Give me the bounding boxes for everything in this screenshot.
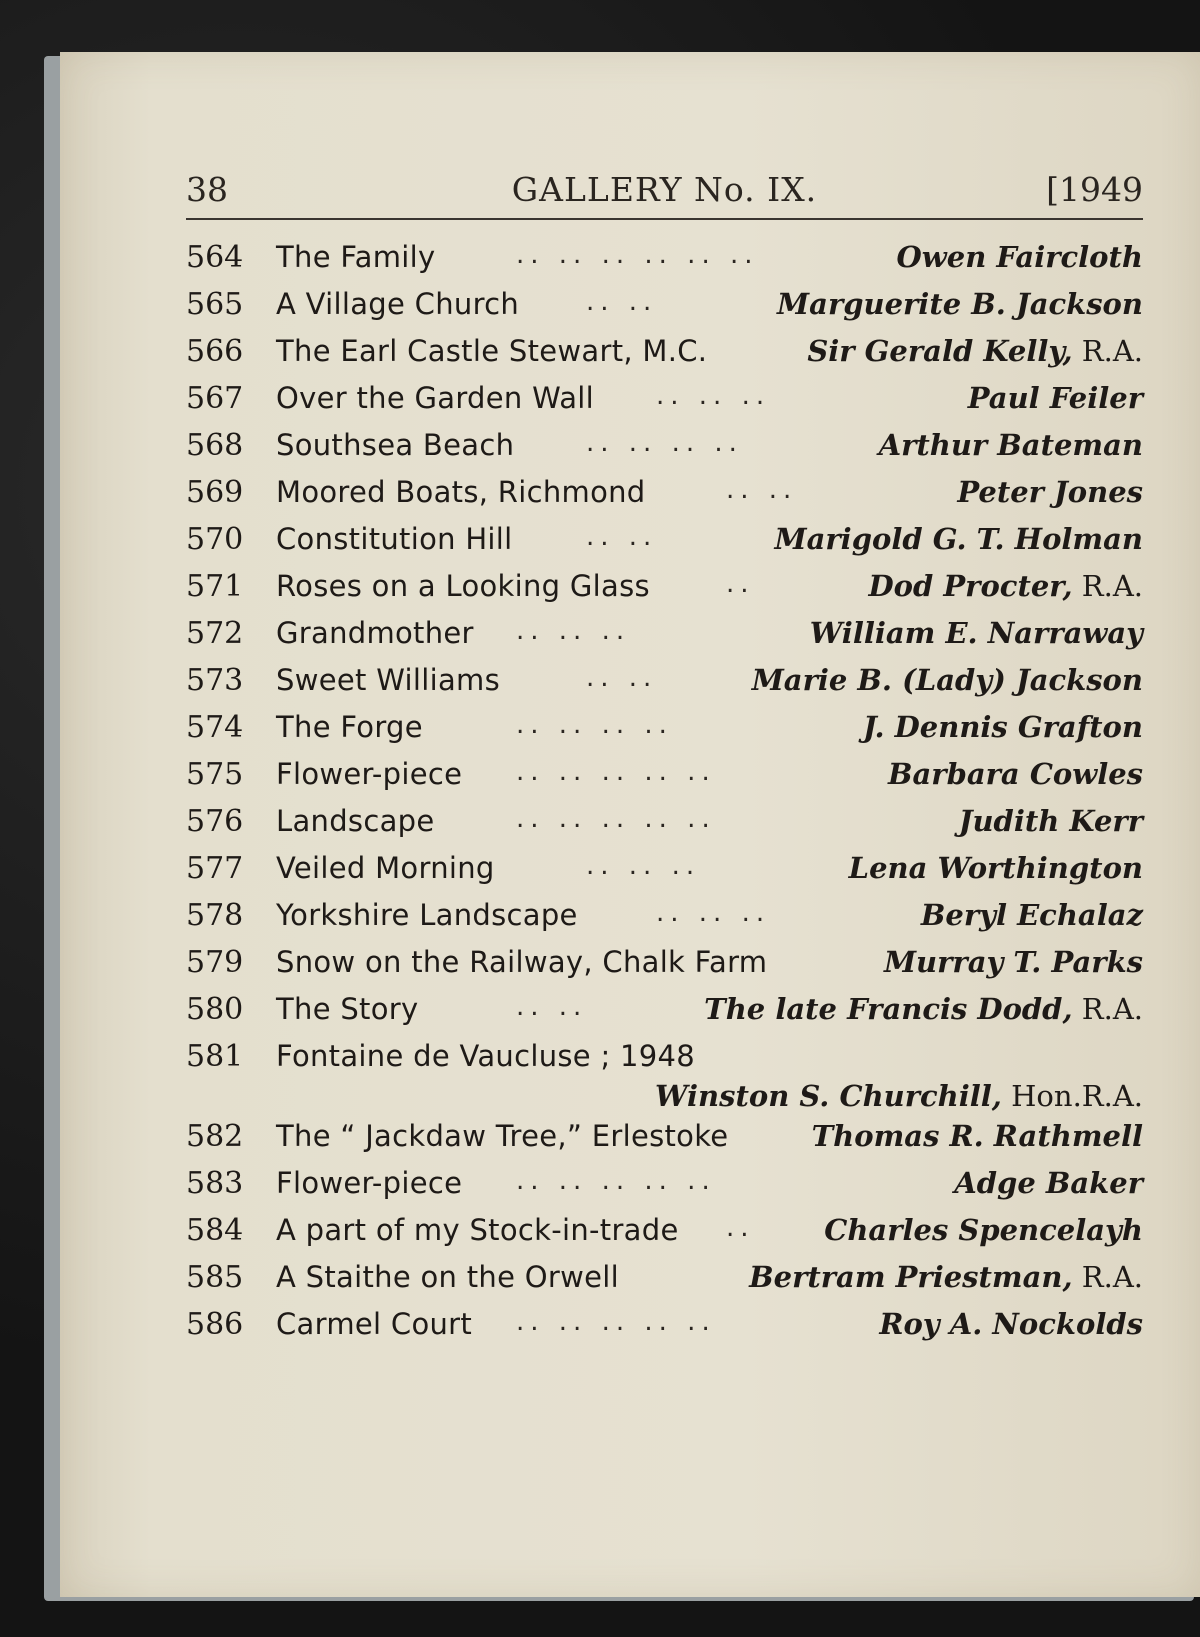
entry-number: 576 — [186, 804, 244, 839]
leader-dots: .. .. — [726, 475, 798, 505]
year-mark: [1949 — [1046, 170, 1143, 209]
entry-number: 566 — [186, 334, 244, 369]
leader-dots: .. .. — [516, 992, 588, 1022]
catalogue-entry — [186, 1213, 1143, 1260]
entry-number: 564 — [186, 240, 244, 275]
entry-number: 575 — [186, 757, 244, 792]
entry-number: 567 — [186, 381, 244, 416]
entry-title: Fontaine de Vaucluse ; 1948 — [276, 1039, 696, 1073]
entry-number: 580 — [186, 992, 244, 1027]
catalogue-entry — [186, 1166, 1143, 1213]
entry-number: 570 — [186, 522, 244, 557]
entry-title: Moored Boats, Richmond — [276, 475, 646, 509]
leader-dots: .. .. — [586, 522, 658, 552]
leader-dots: .. .. — [586, 663, 658, 693]
entry-artist: William E. Narraway — [809, 616, 1143, 650]
catalogue-entry — [186, 616, 1143, 663]
entry-artist: Bertram Priestman, R.A. — [749, 1260, 1143, 1294]
entry-artist: Murray T. Parks — [883, 945, 1143, 979]
entry-number: 581 — [186, 1039, 244, 1074]
catalogue-entry — [186, 287, 1143, 334]
entry-artist: Marie B. (Lady) Jackson — [751, 663, 1143, 697]
entry-title: A part of my Stock-in-trade — [276, 1213, 679, 1247]
entry-title: Sweet Williams — [276, 663, 500, 697]
entry-number: 572 — [186, 616, 244, 651]
leader-dots: .. — [726, 1213, 755, 1243]
catalogue-entry — [186, 569, 1143, 616]
entry-title: The “ Jackdaw Tree,” Erlestoke — [276, 1119, 729, 1153]
entry-title: Grandmother — [276, 616, 474, 650]
entry-number: 569 — [186, 475, 244, 510]
leader-dots: .. .. .. — [656, 898, 771, 928]
catalogue-entry — [186, 475, 1143, 522]
entry-artist: Charles Spencelayh — [824, 1213, 1143, 1247]
entry-number: 582 — [186, 1119, 244, 1154]
entry-title: Carmel Court — [276, 1307, 473, 1341]
catalogue-entry — [186, 1307, 1143, 1354]
entry-number: 574 — [186, 710, 244, 745]
entry-artist: The late Francis Dodd, R.A. — [704, 992, 1143, 1026]
entry-artist: Barbara Cowles — [888, 757, 1143, 791]
entry-title: The Family — [276, 240, 436, 274]
entry-artist: Roy A. Nockolds — [879, 1307, 1143, 1341]
leader-dots: .. .. .. .. — [586, 428, 743, 458]
page-header — [186, 170, 1143, 220]
gallery-title: GALLERY No. IX. — [511, 170, 818, 209]
entry-title: The Story — [276, 992, 419, 1026]
entry-artist: Thomas R. Rathmell — [811, 1119, 1143, 1153]
entry-number: 568 — [186, 428, 244, 463]
entry-artist: Winston S. Churchill, Hon.R.A. — [654, 1079, 1143, 1113]
leader-dots: .. .. .. .. .. — [516, 1307, 716, 1337]
catalogue-entry — [186, 428, 1143, 475]
entry-number: 586 — [186, 1307, 244, 1342]
entry-number: 584 — [186, 1213, 244, 1248]
catalogue-entry — [186, 663, 1143, 710]
leader-dots: .. .. .. .. .. — [516, 757, 716, 787]
leader-dots: .. .. .. — [586, 851, 701, 881]
leader-dots: .. .. .. — [656, 381, 771, 411]
catalogue-entry — [186, 522, 1143, 569]
catalogue-entry — [186, 381, 1143, 428]
catalogue-list — [186, 240, 1143, 1354]
entry-artist: Marigold G. T. Holman — [774, 522, 1143, 556]
entry-artist: Adge Baker — [954, 1166, 1143, 1200]
entry-title: Southsea Beach — [276, 428, 515, 462]
leader-dots: .. — [726, 569, 755, 599]
catalogue-entry — [186, 992, 1143, 1039]
entry-artist: Arthur Bateman — [878, 428, 1143, 462]
entry-artist: Sir Gerald Kelly, R.A. — [807, 334, 1143, 368]
catalogue-entry — [186, 1119, 1143, 1166]
catalogue-entry — [186, 1039, 1143, 1119]
entry-title: Snow on the Railway, Chalk Farm — [276, 945, 768, 979]
catalogue-entry — [186, 240, 1143, 287]
entry-number: 579 — [186, 945, 244, 980]
leader-dots: .. .. .. .. .. .. — [516, 240, 759, 270]
leader-dots: .. .. — [586, 287, 658, 317]
catalogue-entry — [186, 1260, 1143, 1307]
entry-number: 585 — [186, 1260, 244, 1295]
catalogue-entry — [186, 898, 1143, 945]
entry-artist: Lena Worthington — [848, 851, 1143, 885]
entry-artist: Judith Kerr — [958, 804, 1143, 838]
entry-number: 578 — [186, 898, 244, 933]
leader-dots: .. .. .. .. — [516, 710, 673, 740]
page-number: 38 — [186, 170, 228, 209]
entry-title: Roses on a Looking Glass — [276, 569, 650, 603]
entry-number: 573 — [186, 663, 244, 698]
leader-dots: .. .. .. .. .. — [516, 1166, 716, 1196]
leader-dots: .. .. .. .. .. — [516, 804, 716, 834]
entry-artist: J. Dennis Grafton — [862, 710, 1143, 744]
entry-number: 571 — [186, 569, 244, 604]
entry-artist: Beryl Echalaz — [920, 898, 1143, 932]
entry-title: Constitution Hill — [276, 522, 513, 556]
catalogue-entry — [186, 334, 1143, 381]
entry-title: The Forge — [276, 710, 423, 744]
entry-title: Flower-piece — [276, 1166, 463, 1200]
entry-number: 577 — [186, 851, 244, 886]
entry-title: Landscape — [276, 804, 435, 838]
catalogue-entry — [186, 945, 1143, 992]
catalogue-entry — [186, 851, 1143, 898]
entry-artist: Owen Faircloth — [896, 240, 1143, 274]
entry-title: A Staithe on the Orwell — [276, 1260, 619, 1294]
catalogue-entry — [186, 804, 1143, 851]
entry-title: Yorkshire Landscape — [276, 898, 578, 932]
entry-artist: Dod Procter, R.A. — [868, 569, 1143, 603]
entry-title: Flower-piece — [276, 757, 463, 791]
entry-artist: Paul Feiler — [967, 381, 1143, 415]
entry-artist: Marguerite B. Jackson — [777, 287, 1143, 321]
entry-title: Veiled Morning — [276, 851, 495, 885]
entry-title: Over the Garden Wall — [276, 381, 594, 415]
catalogue-entry — [186, 757, 1143, 804]
entry-number: 565 — [186, 287, 244, 322]
leader-dots: .. .. .. — [516, 616, 631, 646]
entry-number: 583 — [186, 1166, 244, 1201]
entry-artist: Peter Jones — [957, 475, 1143, 509]
entry-title: A Village Church — [276, 287, 520, 321]
entry-title: The Earl Castle Stewart, M.C. — [276, 334, 708, 368]
catalogue-entry — [186, 710, 1143, 757]
